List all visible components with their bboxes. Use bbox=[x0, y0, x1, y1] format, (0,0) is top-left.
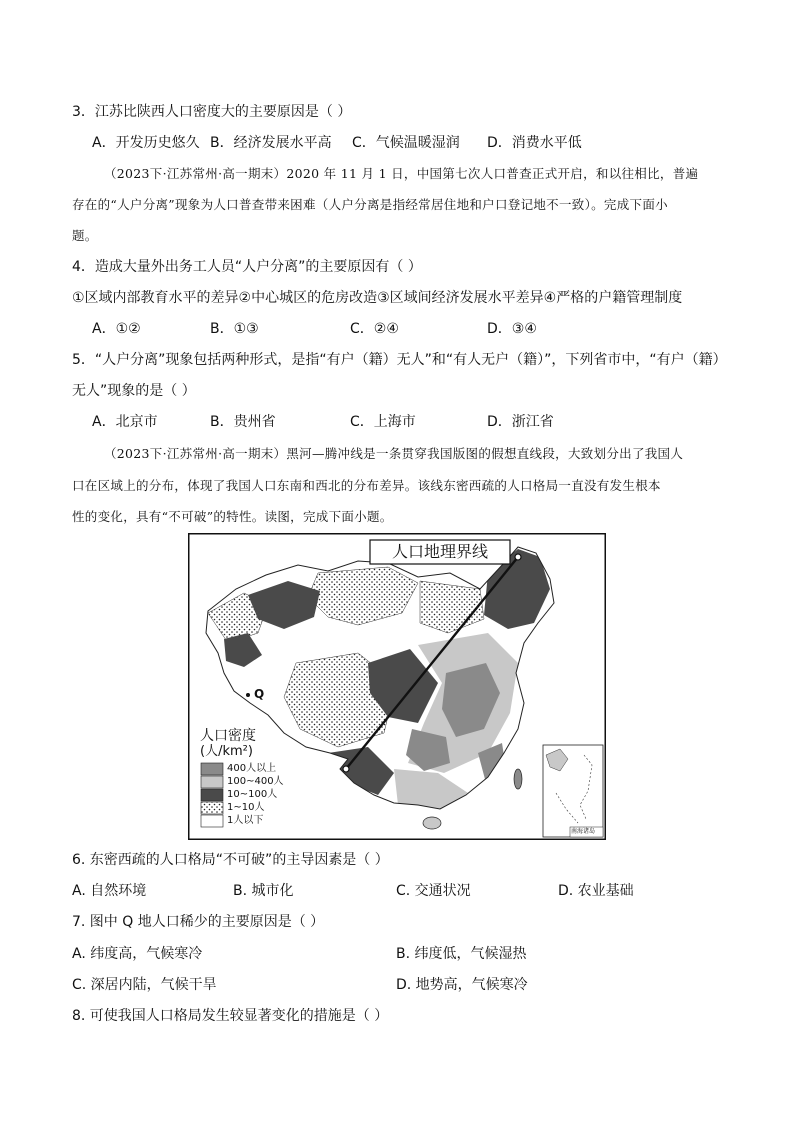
legend-title-line2: (人/km²) bbox=[200, 744, 253, 759]
q6-option-b[interactable]: B. 城市化 bbox=[233, 883, 294, 899]
q-point-label: Q bbox=[254, 687, 265, 701]
q4-option-b[interactable]: B．①③ bbox=[210, 321, 259, 337]
q6-option-d[interactable]: D. 农业基础 bbox=[558, 883, 634, 899]
q5-stem-line-1: 5．“人户分离”现象包括两种形式，是指“有户（籍）无人”和“有人无户（籍）”，下列省市中，“有户（籍） bbox=[72, 352, 727, 368]
heihe-point bbox=[515, 554, 521, 560]
map-title: 人口地理界线 bbox=[391, 542, 488, 561]
passage1-line-3: 题。 bbox=[72, 228, 98, 243]
inset-label: 南海诸岛 bbox=[571, 828, 596, 835]
taiwan-island bbox=[514, 769, 522, 789]
q5-option-c[interactable]: C．上海市 bbox=[350, 414, 416, 430]
passage1-line-1: （2023下·江苏常州·高一期末）2020 年 11 月 1 日，中国第七次人口普查正式开启，和以往相比，普遍 bbox=[104, 166, 699, 181]
q4-items: ①区域内部教育水平的差异②中心城区的危房改造③区域间经济发展水平差异④严格的户籍管理制度 bbox=[72, 290, 683, 306]
q8-stem: 8. 可使我国人口格局发生较显著变化的措施是（ ） bbox=[72, 1008, 389, 1024]
passage2-line-3: 性的变化，具有“不可破”的特性。读图，完成下面小题。 bbox=[72, 509, 393, 524]
tengchong-point bbox=[343, 766, 349, 772]
q3-option-b[interactable]: B．经济发展水平高 bbox=[210, 135, 332, 151]
passage2-line-2: 口在区域上的分布，体现了我国人口东南和西北的分布差异。该线东密西疏的人口格局一直没有发生根本 bbox=[72, 478, 661, 493]
legend-swatch-below-1 bbox=[201, 815, 223, 827]
legend-swatch-100-400 bbox=[201, 776, 223, 788]
q4-stem: 4．造成大量外出务工人员“人户分离”的主要原因有（ ） bbox=[72, 259, 422, 275]
hainan-island bbox=[423, 817, 441, 829]
q7-option-a[interactable]: A. 纬度高，气候寒冷 bbox=[72, 946, 203, 962]
q3-option-c[interactable]: C．气候温暖湿润 bbox=[352, 135, 460, 151]
q7-stem: 7. 图中 Q 地人口稀少的主要原因是（ ） bbox=[72, 914, 325, 930]
legend-label-400plus: 400人以上 bbox=[227, 763, 277, 774]
passage1-line-2: 存在的“人户分离”现象为人口普查带来困难（人户分离是指经常居住地和户口登记地不一致）。完成下面小 bbox=[72, 197, 668, 212]
legend-label-below-1: 1人以下 bbox=[227, 815, 264, 826]
q-point-marker bbox=[246, 693, 250, 697]
q7-option-b[interactable]: B. 纬度低，气候湿热 bbox=[396, 946, 527, 962]
q6-option-c[interactable]: C. 交通状况 bbox=[396, 883, 471, 899]
q7-option-d[interactable]: D. 地势高，气候寒冷 bbox=[396, 977, 528, 993]
legend-swatch-400plus bbox=[201, 763, 223, 775]
q6-option-a[interactable]: A. 自然环境 bbox=[72, 883, 147, 899]
q3-option-d[interactable]: D．消费水平低 bbox=[487, 135, 582, 151]
legend-label-100-400: 100~400人 bbox=[227, 776, 284, 787]
passage2-line-1: （2023下·江苏常州·高一期末）黑河—腾冲线是一条贯穿我国版图的假想直线段，大致划分出了我国人 bbox=[104, 446, 684, 461]
legend-title-line1: 人口密度 bbox=[200, 728, 256, 744]
q4-option-c[interactable]: C．②④ bbox=[350, 321, 399, 337]
q5-option-a[interactable]: A．北京市 bbox=[92, 414, 158, 430]
q5-option-b[interactable]: B．贵州省 bbox=[210, 414, 276, 430]
q4-option-a[interactable]: A．①② bbox=[92, 321, 141, 337]
legend-swatch-10-100 bbox=[201, 789, 223, 801]
q7-option-c[interactable]: C. 深居内陆，气候干旱 bbox=[72, 977, 217, 993]
population-density-map bbox=[188, 533, 606, 840]
q4-option-d[interactable]: D．③④ bbox=[487, 321, 537, 337]
q5-option-d[interactable]: D．浙江省 bbox=[487, 414, 554, 430]
legend-swatch-1-10 bbox=[201, 802, 223, 814]
q3-option-a[interactable]: A．开发历史悠久 bbox=[92, 135, 200, 151]
legend-label-10-100: 10~100人 bbox=[227, 789, 278, 800]
q5-stem-line-2: 无人”现象的是（ ） bbox=[72, 383, 196, 399]
q3-stem: 3．江苏比陕西人口密度大的主要原因是（ ） bbox=[72, 104, 352, 120]
q6-stem: 6. 东密西疏的人口格局“不可破”的主导因素是（ ） bbox=[72, 852, 389, 868]
legend-label-1-10: 1~10人 bbox=[227, 802, 265, 813]
